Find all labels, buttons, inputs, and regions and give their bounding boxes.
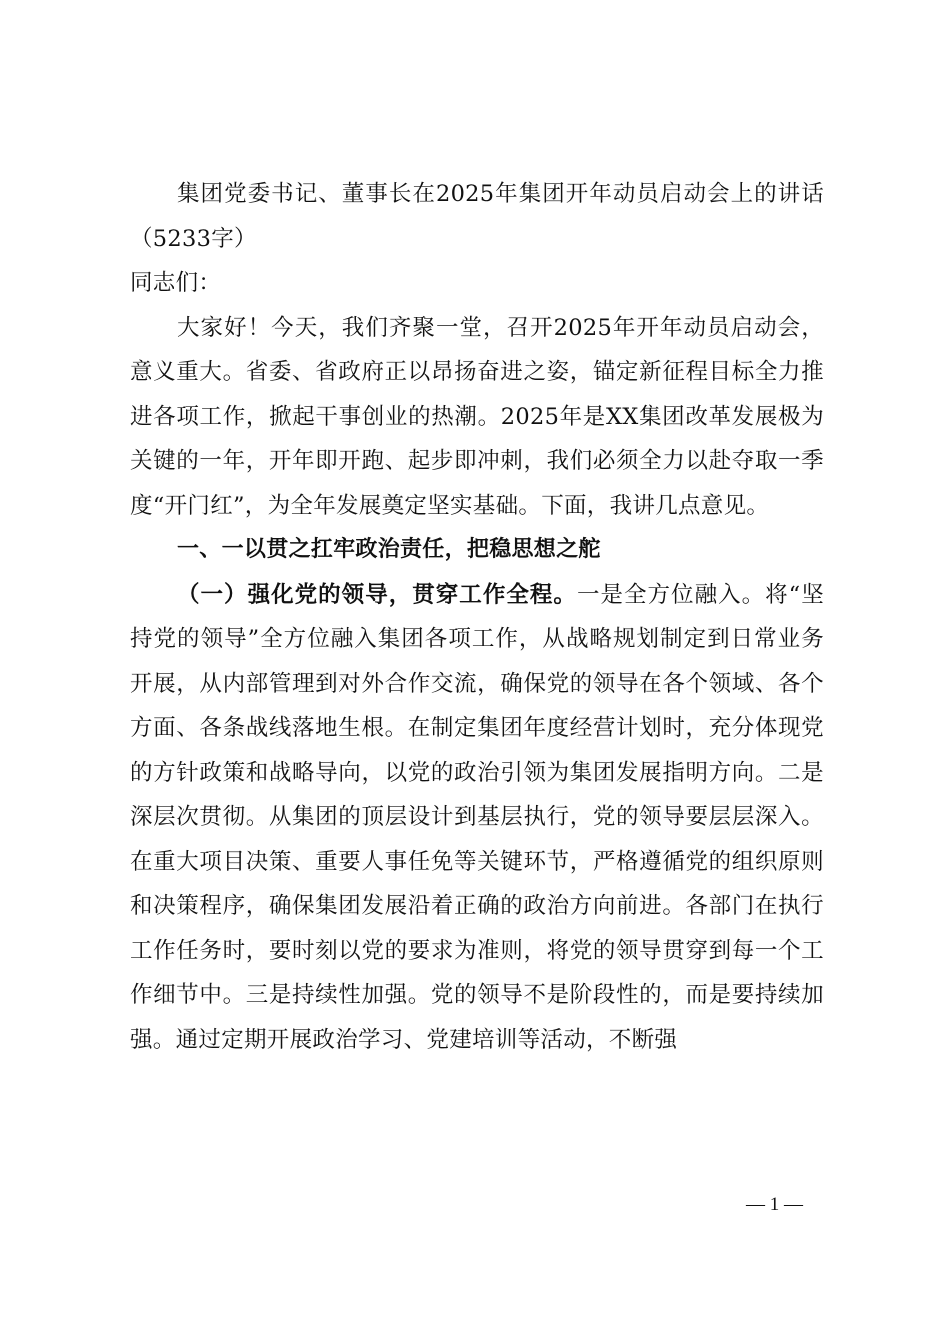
section-heading: 一、一以贯之扛牢政治责任，把稳思想之舵 [177,537,601,562]
section-paragraph [130,573,824,1063]
intro-paragraph: 大家好！今天，我们齐聚一堂，召开2025年开年动员启动会，意义重大。省委、省政府正以昂扬奋进之姿，锚定新征程目标全力推进各项工作，掀起干事创业的热潮。2025年是XX集团改革发展极为关键的一年，开年即开跑、起步即冲刺，我们必须全力以赴夺取一季度“开门红”，为全年发展奠定坚实基础。下面，我讲几点意见。 [130,314,824,519]
document-body [130,172,824,1062]
subsection-body: 一是全方位融入。将“坚持党的领导”全方位融入集团各项工作，从战略规划制定到日常业务开展，从内部管理到对外合作交流，确保党的领导在各个领域、各个方面、各条战线落地生根。在制定集团年度经营计划时，充分体现党的方针政策和战略导向，以党的政治引领为集团发展指明方向。二是深层次贯彻。从集团的顶层设计到基层执行，党的领导要层层深入。在重大项目决策、重要人事任免等关键环节，严格遵循党的组织原则和决策程序，确保集团发展沿着正确的政治方向前进。各部门在执行工作任务时，要时刻以党的要求为准则，将党的领导贯穿到每一个工作细节中。三是持续性加强。党的领导不是阶段性的，而是要持续加强。通过定期开展政治学习、党建培训等活动，不断强 [130,581,824,1053]
document-title: 集团党委书记、董事长在2025年集团开年动员启动会上的讲话（5233字） [130,181,824,252]
salutation: 同志们： [130,270,222,296]
page-number: — 1 — [746,1194,803,1215]
subsection-heading: （一）强化党的领导，贯穿工作全程。 [177,581,577,608]
